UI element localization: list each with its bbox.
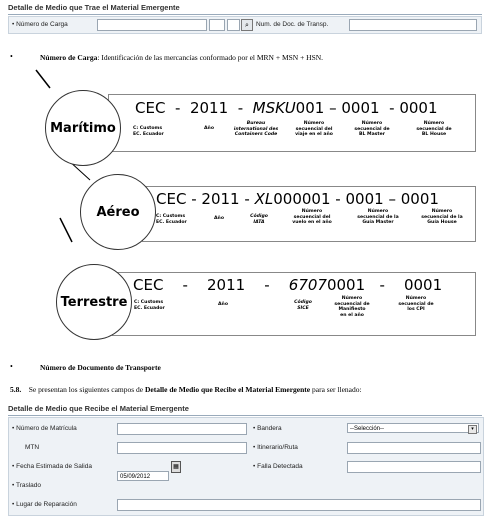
bandera-select[interactable]: --Selección-- ▾ xyxy=(347,423,479,433)
bottom-form-title: Detalle de Medio que Recibe el Material Emergente xyxy=(8,404,482,416)
aereo-master-desc: Número secuencial de la Guía Master xyxy=(357,209,399,226)
section-5-8: 5.8. Se presentan los siguientes campos de Detalle de Medio que Recibe el Material Emergente para ser llenado: xyxy=(10,385,362,394)
maritimo-year-desc: Año xyxy=(204,126,214,131)
bullet-dot: • xyxy=(10,52,13,61)
terrestre-manifiesto-desc: Número secuencial de Manifiesto en el año xyxy=(334,296,370,318)
terrestre-cec-desc: C: Customs EC. Ecuador xyxy=(134,300,165,311)
terrestre-circle xyxy=(56,264,132,340)
maritimo-label: Marítimo xyxy=(50,120,116,136)
fecha-label: • Fecha Estimada de Salida xyxy=(12,463,92,470)
aereo-cec-desc: C: Customs EC. Ecuador xyxy=(156,214,187,225)
maritimo-house-desc: Número secuencial de BL House xyxy=(416,121,452,138)
maritimo-bic-desc: Bureau international des Containers Code xyxy=(233,121,279,138)
aereo-label: Aéreo xyxy=(96,204,140,220)
connector-mid xyxy=(60,218,72,242)
maritimo-code: CEC - 2011 - MSKU001 – 0001 - 0001 xyxy=(135,99,438,117)
aereo-vuelo-desc: Número secuencial del vuelo en el año xyxy=(292,209,332,226)
maritimo-master-desc: Número secuencial de BL Master xyxy=(354,121,390,138)
top-form-title: Detalle de Medio que Trae el Material Emergente xyxy=(8,3,482,15)
chevron-down-icon: ▾ xyxy=(468,425,477,434)
aereo-house-desc: Número secuencial de la Guía House xyxy=(421,209,463,226)
terrestre-label: Terrestre xyxy=(60,294,128,310)
doc-transp-label: Num. de Doc. de Transp. xyxy=(256,21,329,28)
terrestre-code: CEC - 2011 - 67070001 - 0001 xyxy=(133,276,443,294)
mtn-label: MTN xyxy=(25,444,40,451)
lugar-input[interactable] xyxy=(117,499,481,511)
aereo-circle xyxy=(80,174,156,250)
connector-top xyxy=(36,70,50,88)
calendar-icon[interactable]: ▦ xyxy=(171,461,181,473)
matricula-input[interactable] xyxy=(117,423,247,435)
maritimo-cec-desc: C: Customs EC. Ecuador xyxy=(133,126,164,137)
terrestre-year-desc: Año xyxy=(218,302,228,307)
itinerario-input[interactable] xyxy=(347,442,481,454)
falla-input[interactable] xyxy=(347,461,481,473)
search-icon[interactable]: ⌕ xyxy=(241,19,253,31)
maritimo-viaje-desc: Número secuencial del viaje en el año xyxy=(295,121,333,138)
aereo-code: CEC - 2011 - XL000001 - 0001 – 0001 xyxy=(156,190,439,208)
numero-carga-label: • Número de Carga xyxy=(12,21,68,28)
matricula-label: • Número de Matrícula xyxy=(12,425,77,432)
maritimo-circle xyxy=(45,90,121,166)
falla-label: • Falla Detectada xyxy=(253,463,303,470)
doc-transporte-bullet: Número de Documento de Transporte xyxy=(40,363,161,372)
aereo-iata-desc: Código IATA xyxy=(250,214,268,225)
mtn-input[interactable] xyxy=(117,442,247,454)
bullet-dot-2: • xyxy=(10,362,13,371)
aereo-year-desc: Año xyxy=(214,216,224,221)
numero-carga-description: Número de Carga: Identificación de las mercancías conformado por el MRN + MSN + HSN. xyxy=(40,53,324,62)
bottom-form xyxy=(8,417,484,516)
terrestre-cpi-desc: Número secuencial de los CPI xyxy=(398,296,434,313)
fecha-input[interactable]: 05/09/2012 xyxy=(117,471,169,481)
terrestre-sice-desc: Código SICE xyxy=(294,300,312,311)
traslado-label: • Traslado xyxy=(12,482,42,489)
lugar-label: • Lugar de Reparación xyxy=(12,501,77,508)
bandera-label: • Bandera xyxy=(253,425,282,432)
itinerario-label: • Itinerario/Ruta xyxy=(253,444,298,451)
